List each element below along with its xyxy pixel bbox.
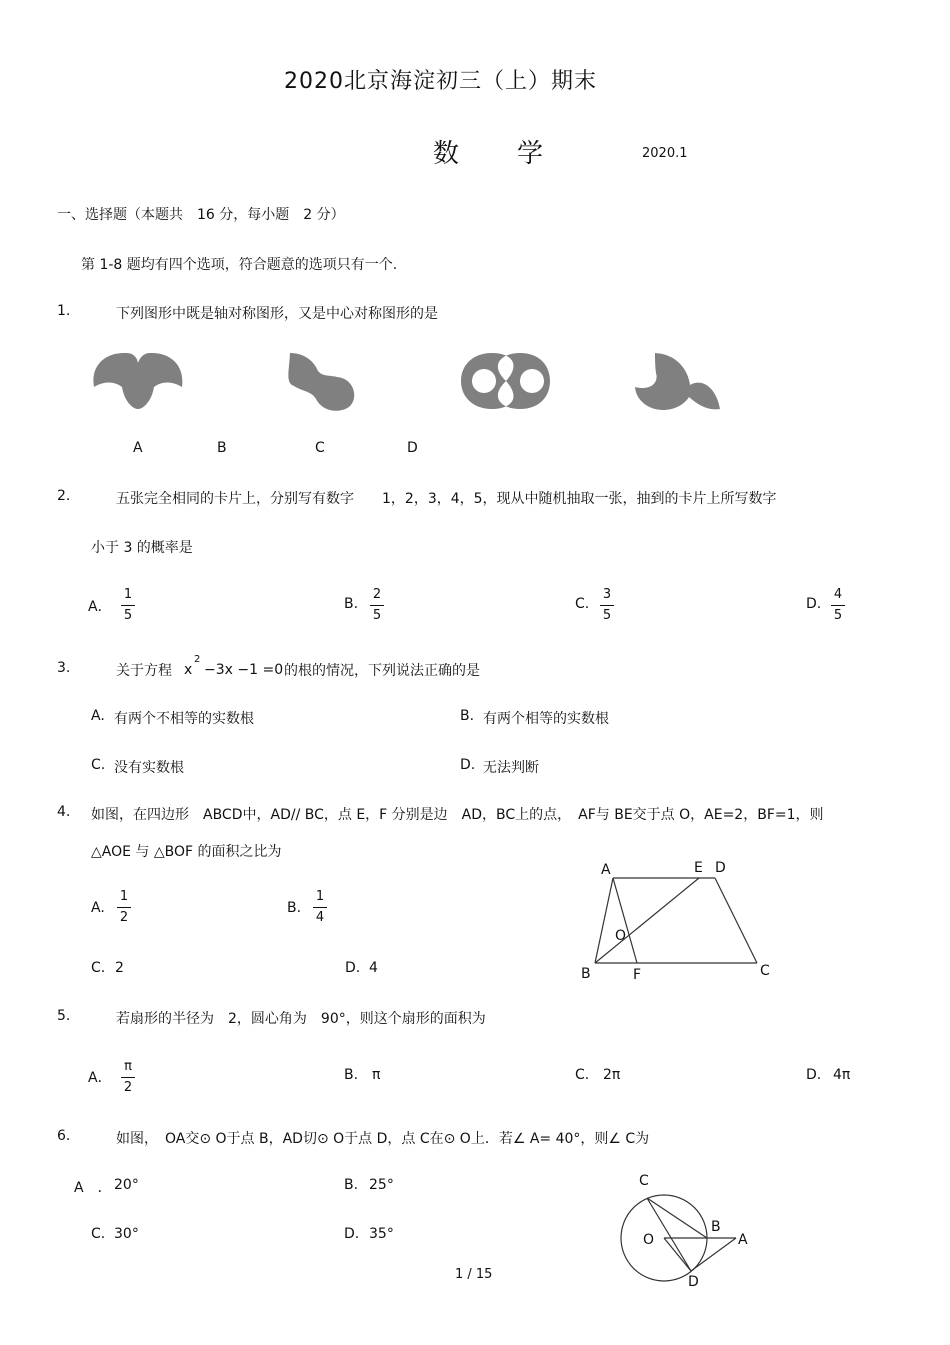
q3-option-d-text: 无法判断	[483, 760, 539, 776]
q3-text-post: 的根的情况，下列说法正确的是	[284, 663, 480, 679]
q4-point-c: C	[760, 963, 770, 979]
page-title: 2020北京海淀初三（上）期末	[284, 69, 597, 94]
q4-point-o: O	[615, 928, 627, 944]
q5-option-a-fraction: π 2	[119, 1058, 137, 1097]
q2-number: 2.	[57, 488, 71, 504]
subject-title: 数 学	[433, 139, 546, 169]
q3-equation-x: x	[184, 662, 193, 678]
q4-option-c-label: C.	[91, 960, 106, 976]
q6-option-b-label: B.	[344, 1177, 359, 1193]
q3-number: 3.	[57, 660, 71, 676]
q5-option-c-text: 2π	[603, 1067, 621, 1083]
q4-option-c-text: 2	[115, 960, 124, 976]
exam-date: 2020.1	[642, 146, 688, 161]
q5-number: 5.	[57, 1008, 71, 1024]
q2-option-d-fraction: 4 5	[829, 586, 847, 625]
q4-point-b: B	[581, 966, 591, 982]
q2-option-d-label: D.	[806, 596, 822, 612]
q4-line-dc	[715, 878, 757, 963]
q1-label-a: A	[133, 440, 143, 456]
q1-shapes	[80, 345, 740, 420]
q1-number: 1.	[57, 303, 71, 319]
q5-text: 若扇形的半径为 2，圆心角为 90°，则这个扇形的面积为	[116, 1011, 486, 1027]
q6-point-d: D	[688, 1274, 699, 1290]
section-heading: 一、选择题（本题共 16 分，每小题 2 分）	[57, 207, 345, 223]
q5-option-d-label: D.	[806, 1067, 822, 1083]
q6-line-cb	[647, 1198, 707, 1238]
q3-equation-rest: −3x −1 =0	[204, 662, 284, 678]
q3-option-b-text: 有两个相等的实数根	[483, 711, 609, 727]
q2-option-c-fraction: 3 5	[598, 586, 616, 625]
q2-option-c-label: C.	[575, 596, 590, 612]
q3-text-pre: 关于方程	[116, 663, 172, 679]
shape-d-icon	[635, 353, 720, 410]
q6-point-b: B	[711, 1219, 721, 1235]
q6-option-c-label: C.	[91, 1226, 106, 1242]
q2-text-continued: 小于 3 的概率是	[91, 540, 193, 556]
q2-option-b-label: B.	[344, 596, 359, 612]
q6-option-a-label: A ．	[74, 1180, 112, 1196]
q3-option-d-label: D.	[460, 757, 476, 773]
q4-option-d-text: 4	[369, 960, 378, 976]
q1-label-c: C	[315, 440, 325, 456]
q4-point-d: D	[715, 860, 726, 876]
q5-option-b-text: π	[372, 1067, 381, 1083]
q1-text: 下列图形中既是轴对称图形，又是中心对称图形的是	[116, 306, 438, 322]
q5-option-c-label: C.	[575, 1067, 590, 1083]
q2-text: 五张完全相同的卡片上，分别写有数字 1，2，3，4，5，现从中随机抽取一张，抽到的卡片上所写数字	[116, 491, 777, 507]
q4-option-a-label: A.	[91, 900, 105, 916]
q6-option-d-label: D.	[344, 1226, 360, 1242]
q5-option-b-label: B.	[344, 1067, 359, 1083]
shape-b-icon	[288, 353, 354, 411]
shape-c-icon	[461, 353, 550, 409]
q3-option-a-label: A.	[91, 708, 105, 724]
q6-number: 6.	[57, 1128, 71, 1144]
shape-a-icon	[93, 353, 182, 409]
q1-label-d: D	[407, 440, 418, 456]
q6-point-o: O	[643, 1232, 655, 1248]
q6-line-od	[664, 1238, 691, 1271]
q6-point-a: A	[738, 1232, 748, 1248]
q2-option-a-label: A．	[88, 599, 112, 615]
q6-text: 如图， OA交⊙ O于点 B，AD切⊙ O于点 D，点 C在⊙ O上．若∠ A= 40°，则∠ C为	[116, 1131, 650, 1147]
q4-point-f: F	[633, 967, 642, 983]
q3-option-a-text: 有两个不相等的实数根	[114, 711, 254, 727]
q4-option-b-label: B.	[287, 900, 302, 916]
q4-line-af	[613, 878, 637, 963]
q1-label-b: B	[217, 440, 227, 456]
q2-option-a-fraction: 1 5	[119, 586, 137, 625]
q3-option-c-text: 没有实数根	[114, 760, 184, 776]
q5-option-d-text: 4π	[833, 1067, 851, 1083]
q4-text: 如图，在四边形 ABCD中，AD// BC，点 E，F 分别是边 AD，BC上的点， AF与 BE交于点 O，AE=2，BF=1，则	[91, 807, 824, 823]
q2-option-b-fraction: 2 5	[368, 586, 386, 625]
q3-option-c-label: C.	[91, 757, 106, 773]
q6-option-b-text: 25°	[369, 1177, 394, 1193]
q4-number: 4.	[57, 804, 71, 820]
q6-option-a-text: 20°	[114, 1177, 139, 1193]
q4-text-continued: △AOE 与 △BOF 的面积之比为	[91, 844, 282, 860]
q4-point-a: A	[601, 862, 611, 878]
q4-figure	[575, 855, 775, 985]
q6-option-d-text: 35°	[369, 1226, 394, 1242]
q6-line-ad	[691, 1238, 736, 1271]
q5-option-a-label: A．	[88, 1070, 112, 1086]
q6-point-c: C	[639, 1173, 649, 1189]
q6-figure	[605, 1165, 765, 1290]
page-number: 1 / 15	[455, 1267, 493, 1282]
q4-option-a-fraction: 1 2	[115, 888, 133, 927]
q4-option-b-fraction: 1 4	[311, 888, 329, 927]
q4-option-d-label: D.	[345, 960, 361, 976]
q6-option-c-text: 30°	[114, 1226, 139, 1242]
section-instruction: 第 1-8 题均有四个选项，符合题意的选项只有一个.	[81, 257, 398, 273]
q4-point-e: E	[694, 860, 703, 876]
q3-option-b-label: B.	[460, 708, 475, 724]
q3-equation-exponent: 2	[194, 654, 201, 665]
